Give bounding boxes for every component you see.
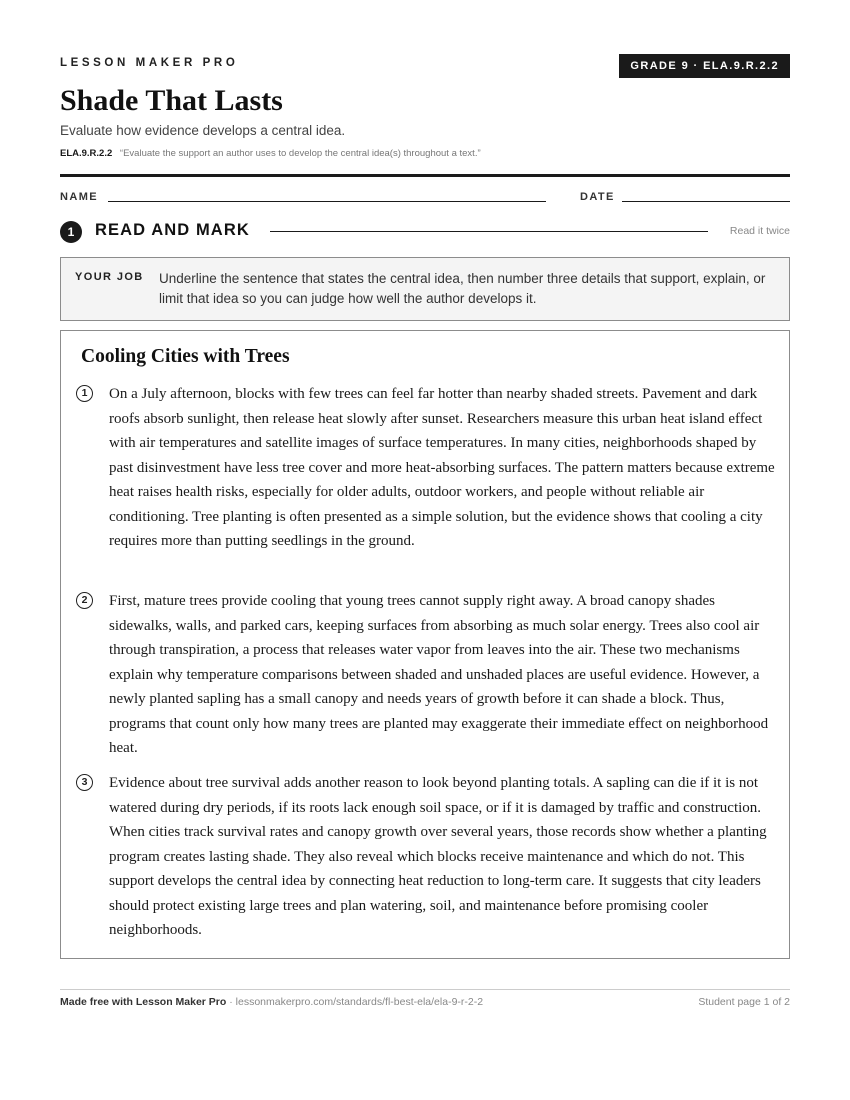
header-divider <box>60 174 790 177</box>
name-label: NAME <box>60 191 98 203</box>
page-subtitle: Evaluate how evidence develops a central idea. <box>60 123 346 138</box>
passage-paragraph-3 <box>76 771 776 943</box>
name-field[interactable] <box>108 201 546 202</box>
paragraph-text[interactable]: First, mature trees provide cooling that young trees cannot supply right away. A broad canopy shades sidewalks, walls, and parked cars, keeping surfaces from absorbing as much solar energy. Trees also cool air through transpiration, a process that releases water vapor from leaves into the air. These two mechanisms explain why temperature comparisons between shaded and unshaded places are useful evidence. However, a newly planted sapling has a small canopy and needs years of growth before it can shade a block. Thus, programs that count only how many trees are planted may exaggerate their immediate effect on neighborhood heat. <box>109 593 769 756</box>
paragraph-text[interactable]: On a July afternoon, blocks with few trees can feel far hotter than nearby shaded streets. Pavement and dark roofs absorb sunlight, then release heat slowly after sunset. Researchers measure this urban heat island effect with air temperatures and satellite images of surface temperatures. In many cities, neighborhoods shaped by past disinvestment have less tree cover and more heat-absorbing surfaces. The pattern matters because extreme heat raises health risks, especially for older adults, outdoor workers, and people without reliable air conditioning. Tree planting is often presented as a simple solution, but the evidence shows that cooling a city requires more than putting seedlings in the ground. <box>109 386 775 549</box>
footer-url[interactable]: · lessonmakerpro.com/standards/fl-best-ela/ela-9-r-2-2 <box>226 996 484 1008</box>
section-rule <box>270 231 708 232</box>
paragraph-text[interactable]: Evidence about tree survival adds another reason to look beyond planting totals. A sapling can die if it is not watered during dry periods, if its roots lack enough soil space, or if it is damaged by traffic and construction. When cities track survival rates and canopy growth over several years, those records show whether a planting program creates lasting shade. They also reveal which blocks receive maintenance and which do not. This support develops the central idea by connecting heat reduction to long-term care. It suggests that city leaders should protect existing large trees and plan watering, soil, and maintenance before promising cooler neighborhoods. <box>109 775 767 938</box>
passage-paragraph-2 <box>76 589 776 761</box>
section-note: Read it twice <box>729 225 790 237</box>
your-job-label: YOUR JOB <box>75 271 144 283</box>
passage-paragraph-1 <box>76 382 776 554</box>
paragraph-number: 2 <box>76 592 93 609</box>
name-date-row <box>60 191 790 205</box>
section-header <box>60 219 790 243</box>
section-number-badge: 1 <box>60 221 82 243</box>
brand-name: LESSON MAKER PRO <box>60 57 239 69</box>
date-label: DATE <box>580 191 615 203</box>
paragraph-number: 1 <box>76 385 93 402</box>
footer-credit <box>60 996 483 1008</box>
date-field[interactable] <box>622 201 790 202</box>
reading-passage <box>60 330 790 959</box>
passage-title: Cooling Cities with Trees <box>81 346 290 367</box>
footer-made-with: Made free with Lesson Maker Pro <box>60 996 227 1008</box>
grade-badge: GRADE 9 · ELA.9.R.2.2 <box>619 54 790 78</box>
paragraph-number: 3 <box>76 774 93 791</box>
section-title: READ AND MARK <box>95 221 250 239</box>
standard-code: ELA.9.R.2.2 <box>60 148 113 159</box>
your-job-box <box>60 257 790 321</box>
standard-line <box>60 148 481 159</box>
footer-page-number: Student page 1 of 2 <box>698 996 790 1008</box>
footer-divider <box>60 989 790 990</box>
page-title: Shade That Lasts <box>60 84 283 117</box>
your-job-instructions: Underline the sentence that states the central idea, then number three details that support, explain, or limit that idea so you can judge how well the author develops it. <box>159 271 766 306</box>
standard-text: “Evaluate the support an author uses to develop the central idea(s) throughout a text.” <box>119 148 481 159</box>
